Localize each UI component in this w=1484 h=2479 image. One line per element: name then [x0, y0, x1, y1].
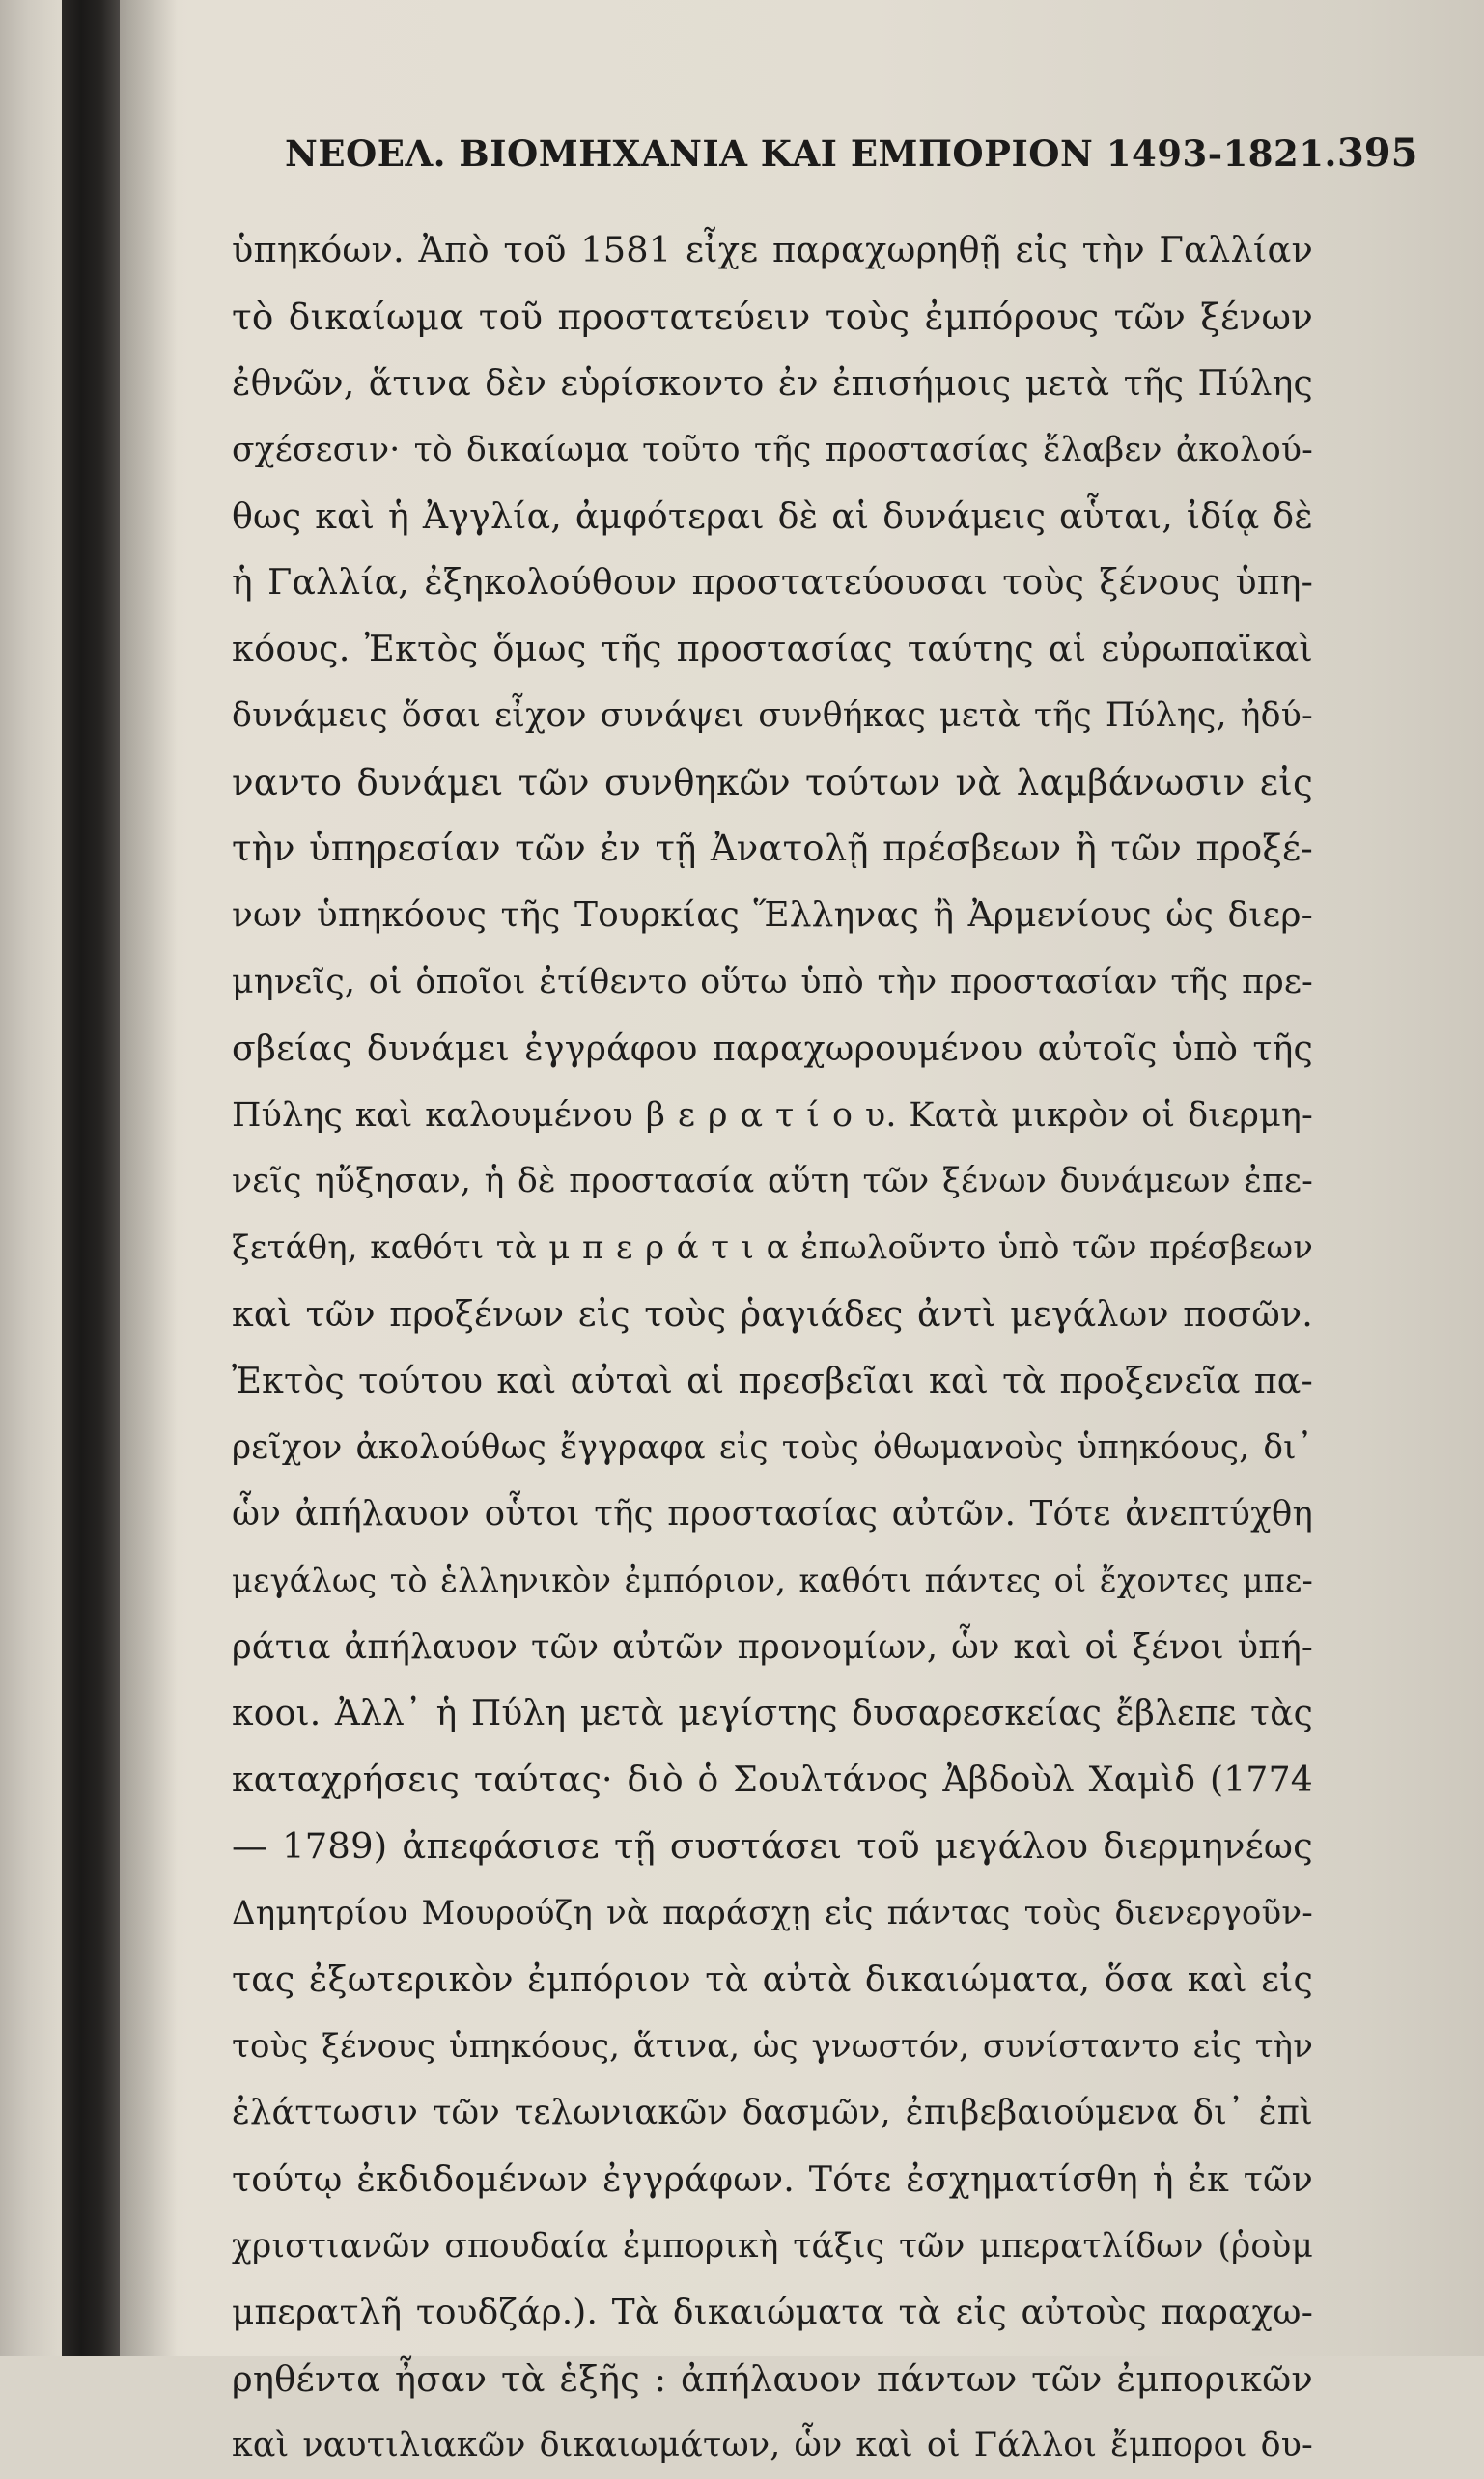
text-line: τας ἐξωτερικὸν ἐμπόριον τὰ αὐτὰ δικαιώματα, ὅσα καὶ εἰς	[232, 1958, 1313, 2001]
page-header	[285, 130, 1418, 184]
text-line: καὶ ναυτιλιακῶν δικαιωμάτων, ὧν καὶ οἱ Γάλλοι ἔμποροι δυ-	[232, 2426, 1313, 2465]
text-line: καταχρήσεις ταύτας· διὸ ὁ Σουλτάνος Ἀβδοὺλ Χαμὶδ (1774	[232, 1759, 1313, 1801]
text-line: μηνεῖς, οἱ ὁποῖοι ἐτίθεντο οὕτω ὑπὸ τὴν προστασίαν τῆς πρε-	[232, 962, 1313, 1001]
text-line: νων ὑπηκόους τῆς Τουρκίας Ἕλληνας ἢ Ἀρμενίους ὡς διερ-	[232, 894, 1313, 935]
text-line: ὑπηκόων. Ἀπὸ τοῦ 1581 εἶχε παραχωρηθῇ εἰς τὴν Γαλλίαν	[232, 229, 1313, 270]
text-line: ὧν ἀπήλαυον οὗτοι τῆς προστασίας αὐτῶν. Τότε ἀνεπτύχθη	[232, 1493, 1313, 1534]
gutter-shadow	[120, 0, 178, 2356]
body-text	[232, 217, 1313, 2479]
text-line: ράτια ἀπήλαυον τῶν αὐτῶν προνομίων, ὧν καὶ οἱ ξένοι ὑπή-	[232, 1626, 1313, 1667]
text-line: μπερατλῆ τουδζάρ.). Τὰ δικαιώματα τὰ εἰς αὐτοὺς παραχω-	[232, 2292, 1313, 2332]
text-line: τὸ δικαίωμα τοῦ προστατεύειν τοὺς ἐμπόρους τῶν ξένων	[232, 295, 1313, 338]
text-line: ξετάθη, καθότι τὰ μ π ε ρ ά τ ι α ἐπωλοῦντο ὑπὸ τῶν πρέσβεων	[232, 1228, 1313, 1267]
text-line: τοὺς ξένους ὑπηκόους, ἅτινα, ὡς γνωστόν, συνίσταντο εἰς τὴν	[232, 2027, 1313, 2066]
text-line: κοοι. Ἀλλ᾽ ἡ Πύλη μετὰ μεγίστης δυσαρεσκείας ἔβλεπε τὰς	[232, 1693, 1313, 1733]
text-line: ρεῖχον ἀκολούθως ἔγγραφα εἰς τοὺς ὀθωμανοὺς ὑπηκόους, δι᾽	[232, 1428, 1313, 1468]
text-line: νεῖς ηὔξησαν, ἡ δὲ προστασία αὕτη τῶν ξένων δυνάμεων ἐπε-	[232, 1162, 1313, 1201]
text-line: Ἐκτὸς τούτου καὶ αὐταὶ αἱ πρεσβεῖαι καὶ τὰ προξενεῖα πα-	[232, 1360, 1313, 1402]
text-line: σβείας δυνάμει ἐγγράφου παραχωρουμένου αὐτοῖς ὑπὸ τῆς	[232, 1027, 1313, 1069]
text-line: δυνάμεις ὅσαι εἶχον συνάψει συνθήκας μετὰ τῆς Πύλης, ἠδύ-	[232, 696, 1313, 736]
text-line: ἐθνῶν, ἅτινα δὲν εὑρίσκοντο ἐν ἐπισήμοις μετὰ τῆς Πύλης	[232, 361, 1313, 404]
text-line: κόους. Ἐκτὸς ὅμως τῆς προστασίας ταύτης αἱ εὐρωπαϊκαὶ	[232, 628, 1313, 670]
text-line: ρηθέντα ἦσαν τὰ ἑξῆς : ἀπήλαυον πάντων τῶν ἐμπορικῶν	[232, 2357, 1313, 2400]
book-gutter	[62, 0, 120, 2356]
text-line: ἡ Γαλλία, ἐξηκολούθουν προστατεύουσαι τοὺς ξένους ὑπη-	[232, 561, 1313, 604]
text-line: μεγάλως τὸ ἑλληνικὸν ἐμπόριον, καθότι πάντες οἱ ἔχοντες μπε-	[232, 1561, 1313, 1599]
text-line: Δημητρίου Μουρούζη νὰ παράσχῃ εἰς πάντας τοὺς διενεργοῦν-	[232, 1894, 1313, 1933]
text-line: καὶ τῶν προξένων εἰς τοὺς ῥαγιάδες ἀντὶ μεγάλων ποσῶν.	[232, 1293, 1313, 1336]
text-line: — 1789) ἀπεφάσισε τῇ συστάσει τοῦ μεγάλου διερμηνέως	[232, 1825, 1313, 1868]
text-line: τούτῳ ἐκδιδομένων ἐγγράφων. Τότε ἐσχηματίσθη ἡ ἐκ τῶν	[232, 2157, 1313, 2200]
text-line: τὴν ὑπηρεσίαν τῶν ἐν τῇ Ἀνατολῇ πρέσβεων ἢ τῶν προξέ-	[232, 828, 1313, 870]
page-number: 395	[1336, 130, 1418, 176]
text-line: χριστιανῶν σπουδαία ἐμπορικὴ τάξις τῶν μπερατλίδων (ῥοὺμ	[232, 2226, 1313, 2266]
running-head: ΝΕΟΕΛ. ΒΙΟΜΗΧΑΝΙΑ ΚΑΙ ΕΜΠΟΡΙΟΝ 1493-1821.	[285, 132, 1337, 175]
text-line: θως καὶ ἡ Ἀγγλία, ἀμφότεραι δὲ αἱ δυνάμεις αὗται, ἰδίᾳ δὲ	[232, 494, 1313, 537]
text-line: ναντο δυνάμει τῶν συνθηκῶν τούτων νὰ λαμβάνωσιν εἰς	[232, 761, 1313, 804]
text-line: σχέσεσιν· τὸ δικαίωμα τοῦτο τῆς προστασίας ἔλαβεν ἀκολού-	[232, 430, 1313, 469]
text-line: ἐλάττωσιν τῶν τελωνιακῶν δασμῶν, ἐπιβεβαιούμενα δι᾽ ἐπὶ	[232, 2092, 1313, 2132]
text-line: Πύλης καὶ καλουμένου β ε ρ α τ ί ο υ. Κατὰ μικρὸν οἱ διερμη-	[232, 1095, 1313, 1135]
